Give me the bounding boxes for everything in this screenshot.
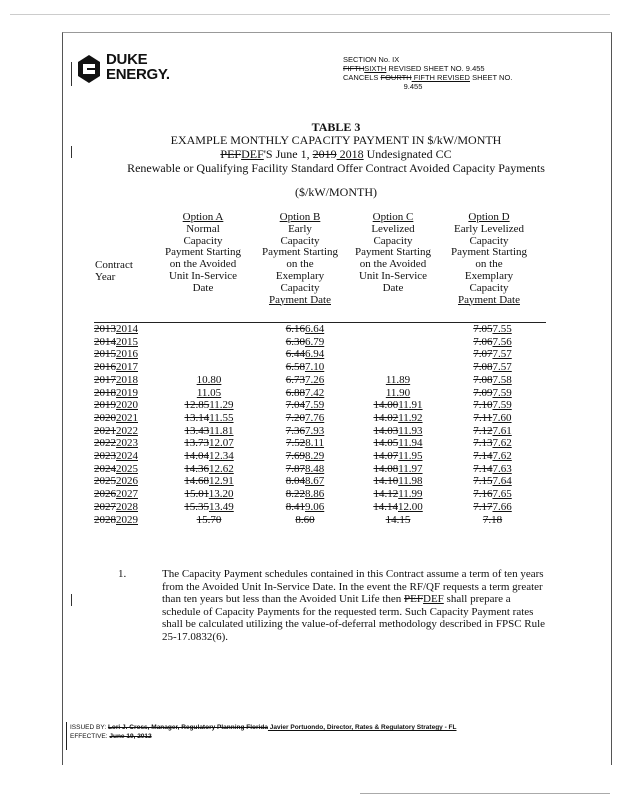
deleted-value: 8.60 <box>295 513 315 526</box>
footnote-text: The Capacity Payment schedules contained in this Contract assume a term of ten years from the Avoided Unit In-Service Date. In the event the RF/QF requests a term greater than ten years but less than the Avoided Unit Life then PEFDEF shall prepare a schedule of Capacity Payments for the requested term. Such Capacity Payment rates shall be calculated utilizing the value-of-deferral methodology described in FPSC Rule 25-17.0832(6). <box>162 568 546 643</box>
inserted-value: 2024 <box>116 450 138 463</box>
table-cell-option-c <box>351 463 445 476</box>
inserted-value: 11.55 <box>209 411 234 424</box>
table-row <box>94 336 540 349</box>
deleted-value: 2026 <box>94 488 116 501</box>
change-bar-note <box>71 594 72 606</box>
inserted-value: 8.11 <box>305 437 325 450</box>
inserted-value: 2018 <box>116 373 138 386</box>
inserted-value: 11.93 <box>398 424 423 437</box>
deleted-value: 2015 <box>94 348 116 361</box>
table-cell-option-d <box>445 374 540 387</box>
deleted-value: 7.07 <box>473 348 493 361</box>
table-number: TABLE 3 <box>311 120 361 134</box>
inserted-value: 2014 <box>116 323 138 335</box>
deleted-value: 15.35 <box>184 500 209 513</box>
inserted-value: 7.60 <box>492 411 512 424</box>
table-cell-year <box>94 361 159 374</box>
table-cell-option-a <box>159 399 259 412</box>
table-cell-option-b <box>259 425 351 438</box>
table-subheading: PEFDEF'S June 1, 2019 2018 Undesignated CC <box>220 147 452 161</box>
table-cell-option-b <box>259 463 351 476</box>
table-cell-year <box>94 387 159 400</box>
table-cell-option-b <box>259 475 351 488</box>
deleted-value: 7.87 <box>285 462 305 475</box>
deleted-value: 6.58 <box>285 361 305 374</box>
inserted-value: 2026 <box>116 475 138 488</box>
inserted-value: 7.93 <box>305 424 325 437</box>
deleted-value: 6.44 <box>285 348 305 361</box>
change-bar-logo <box>71 62 72 86</box>
table-cell-option-d <box>445 488 540 501</box>
deleted-value: 2020 <box>94 411 116 424</box>
deleted-value: 2013 <box>94 323 116 335</box>
table-cell-option-a <box>159 463 259 476</box>
table-cell-option-a <box>159 450 259 463</box>
inserted-value: 2029 <box>116 513 138 526</box>
deleted-value: 7.13 <box>473 437 493 450</box>
deleted-value: 12.85 <box>184 399 210 412</box>
inserted-value: 11.89 <box>385 373 411 386</box>
column-header-option-c: Option C Levelized Capacity Payment Starting on the Avoided Unit In-Service Date <box>354 211 432 294</box>
table-cell-year <box>94 336 159 349</box>
deleted-value: 7.20 <box>285 411 305 424</box>
table-cell-option-c <box>351 425 445 438</box>
inserted-value: 6.79 <box>305 335 325 348</box>
deleted-value: 6.73 <box>285 373 305 386</box>
inserted-value: 13.20 <box>208 488 234 501</box>
inserted-value: 2016 <box>116 348 138 361</box>
table-cell-option-d <box>445 514 540 527</box>
inserted-value: 6.64 <box>305 323 325 335</box>
table-cell-option-a <box>159 387 259 400</box>
table-cell-option-b <box>259 348 351 361</box>
table-cell-option-b <box>259 412 351 425</box>
table-cell-option-d <box>445 336 540 349</box>
table-cell-option-a <box>159 336 259 349</box>
inserted-text: 2018 <box>336 147 364 161</box>
sheet-number: 9.455 <box>403 82 423 91</box>
deleted-value: 7.05 <box>473 323 493 335</box>
deleted-value: 6.88 <box>285 386 305 399</box>
inserted-value: 6.94 <box>305 348 325 361</box>
deleted-value: 2018 <box>94 386 116 399</box>
deleted-value: 13.73 <box>184 437 209 450</box>
table-cell-option-b <box>259 501 351 514</box>
deleted-value: 7.04 <box>285 399 305 412</box>
table-row <box>94 425 540 438</box>
table-cell-option-a <box>159 374 259 387</box>
table-cell-option-a <box>159 412 259 425</box>
change-bar-footer <box>66 722 67 750</box>
inserted-value: 11.98 <box>398 475 423 488</box>
deleted-value: 2014 <box>94 335 116 348</box>
table-row <box>94 514 540 527</box>
issued-footer <box>70 724 550 741</box>
table-row <box>94 475 540 488</box>
table-cell-option-b <box>259 399 351 412</box>
deleted-value: 7.08 <box>473 373 493 386</box>
deleted-value: 7.17 <box>473 500 493 513</box>
deleted-value: 7.09 <box>473 386 493 399</box>
duke-energy-logo <box>76 52 196 88</box>
deleted-value: 14.68 <box>184 475 209 488</box>
units-label: ($/kW/MONTH) <box>295 185 377 199</box>
deleted-value: 7.10 <box>473 399 493 412</box>
deleted-value: 14.04 <box>184 450 209 463</box>
table-cell-option-d <box>445 501 540 514</box>
inserted-value: 12.07 <box>209 437 234 450</box>
table-cell-option-c <box>351 374 445 387</box>
deleted-text: FIFTH <box>343 64 365 73</box>
inserted-value: 2021 <box>116 411 138 424</box>
issued-by-line: ISSUED BY: Lori J. Cross, Manager, Regulatory Planning Florida Javier Portuondo, Director, Rates & Regulatory Strategy - FL <box>70 724 457 731</box>
inserted-value: 7.58 <box>492 373 512 386</box>
deleted-value: 14.03 <box>373 424 399 437</box>
scan-line-top <box>10 14 610 15</box>
table-cell-year <box>94 450 159 463</box>
deleted-value: 14.07 <box>373 450 399 463</box>
inserted-value: 11.97 <box>398 462 423 475</box>
deleted-value: 7.14 <box>473 450 493 463</box>
inserted-value: 2020 <box>116 399 138 412</box>
inserted-value: 7.55 <box>492 323 512 335</box>
table-cell-option-d <box>445 323 540 336</box>
table-cell-option-c <box>351 488 445 501</box>
column-header-option-b: Option B Early Capacity Payment Starting on the Exemplary Capacity Payment Date <box>261 211 339 306</box>
revised-sheet-line: FIFTHSIXTH REVISED SHEET NO. 9.455 <box>343 64 485 73</box>
deleted-value: 2027 <box>94 500 116 513</box>
deleted-value: 7.14 <box>473 462 493 475</box>
inserted-value: 7.76 <box>305 411 325 424</box>
deleted-value: 2019 <box>94 399 116 412</box>
table-row <box>94 437 540 450</box>
inserted-text: Javier Portuondo, Director, Rates & Regulatory Strategy - FL <box>267 724 457 731</box>
table-row <box>94 374 540 387</box>
table-cell-year <box>94 463 159 476</box>
table-row <box>94 323 540 336</box>
deleted-value: 2024 <box>94 462 116 475</box>
deleted-value: 6.16 <box>285 323 305 335</box>
table-cell-option-c <box>351 450 445 463</box>
logo-line-2: ENERGY. <box>106 66 170 83</box>
deleted-text: FOURTH <box>380 73 412 82</box>
logo-text <box>106 52 170 82</box>
inserted-value: 8.67 <box>305 475 325 488</box>
deleted-value: 7.52 <box>285 437 306 450</box>
inserted-value: 7.61 <box>492 424 512 437</box>
table-cell-option-c <box>351 399 445 412</box>
deleted-value: 7.18 <box>482 513 503 526</box>
table-cell-option-b <box>259 450 351 463</box>
inserted-value: 7.26 <box>305 373 325 386</box>
deleted-value: 7.12 <box>473 424 493 437</box>
table-row <box>94 412 540 425</box>
deleted-value: 15.01 <box>184 488 209 501</box>
table-cell-option-b <box>259 323 351 336</box>
footnote-number: 1. <box>118 568 127 580</box>
inserted-value: 2019 <box>116 386 138 399</box>
column-header-year: Contract Year <box>95 259 133 283</box>
table-cell-year <box>94 425 159 438</box>
table-cell-option-d <box>445 348 540 361</box>
deleted-text: Lori J. Cross, Manager, Regulatory Planning Florida <box>107 724 268 731</box>
table-cell-year <box>94 437 159 450</box>
deleted-value: 7.06 <box>473 335 493 348</box>
table-cell-option-b <box>259 336 351 349</box>
table-cell-option-b <box>259 437 351 450</box>
deleted-value: 2021 <box>94 424 116 437</box>
table-row <box>94 361 540 374</box>
deleted-text: PEF <box>220 147 242 161</box>
inserted-value: 2022 <box>116 424 138 437</box>
deleted-value: 8.04 <box>285 475 305 488</box>
table-cell-option-b <box>259 514 351 527</box>
table-cell-option-a <box>159 501 259 514</box>
inserted-value: 11.99 <box>398 488 423 501</box>
inserted-value: 7.64 <box>492 475 512 488</box>
table-row <box>94 488 540 501</box>
deleted-value: 8.22 <box>285 488 305 501</box>
section-no: SECTION No. IX <box>343 55 400 64</box>
table-cell-option-c <box>351 412 445 425</box>
inserted-value: 7.63 <box>492 462 512 475</box>
inserted-value: 11.92 <box>398 411 423 424</box>
table-cell-option-c <box>351 437 445 450</box>
inserted-value: 8.48 <box>305 462 325 475</box>
table-cell-option-c <box>351 514 445 527</box>
inserted-value: 7.56 <box>492 335 512 348</box>
table-cell-option-c <box>351 323 445 336</box>
table-cell-option-c <box>351 348 445 361</box>
inserted-value: 7.57 <box>492 348 512 361</box>
table-description: Renewable or Qualifying Facility Standard Offer Contract Avoided Capacity Payments <box>127 161 545 175</box>
table-row <box>94 387 540 400</box>
table-cell-option-c <box>351 361 445 374</box>
deleted-value: 7.69 <box>285 450 305 463</box>
deleted-value: 14.12 <box>373 488 399 501</box>
deleted-text: June 19, 2012 <box>109 732 152 740</box>
table-row <box>94 399 540 412</box>
deleted-value: 6.30 <box>285 335 305 348</box>
deleted-value: 7.11 <box>473 411 493 424</box>
deleted-value: 15.70 <box>196 513 222 526</box>
inserted-value: 2028 <box>116 500 138 513</box>
table-cell-option-d <box>445 437 540 450</box>
inserted-value: 12.91 <box>209 475 234 488</box>
inserted-value: 12.00 <box>398 500 423 513</box>
table-row <box>94 450 540 463</box>
inserted-value: 7.59 <box>305 399 325 412</box>
inserted-value: 7.59 <box>492 386 512 399</box>
table-cell-option-a <box>159 514 259 527</box>
inserted-value: 2023 <box>116 437 138 450</box>
cancels-line: CANCELS FOURTH FIFTH REVISED SHEET NO. <box>343 73 513 82</box>
inserted-value: 11.90 <box>385 386 411 399</box>
inserted-text: FIFTH REVISED <box>411 73 470 82</box>
deleted-value: 8.41 <box>285 500 305 513</box>
deleted-value: 2028 <box>94 513 116 526</box>
table-cell-option-d <box>445 412 540 425</box>
deleted-value: 14.00 <box>373 399 399 412</box>
table-cell-option-c <box>351 475 445 488</box>
table-cell-option-d <box>445 361 540 374</box>
deleted-text: 2019 <box>312 147 337 161</box>
table-cell-option-a <box>159 348 259 361</box>
table-row <box>94 463 540 476</box>
deleted-value: 13.43 <box>184 424 210 437</box>
table-cell-year <box>94 514 159 527</box>
inserted-value: 11.94 <box>398 437 423 450</box>
table-cell-option-d <box>445 463 540 476</box>
table-cell-option-c <box>351 501 445 514</box>
inserted-value: 7.62 <box>492 450 512 463</box>
table-body <box>94 323 540 526</box>
deleted-value: 14.10 <box>373 475 399 488</box>
table-cell-year <box>94 323 159 336</box>
inserted-value: 8.29 <box>305 450 325 463</box>
inserted-value: 11.05 <box>196 386 222 399</box>
inserted-text: DEF <box>241 147 264 161</box>
column-header-option-a: Option A Normal Capacity Payment Starting on the Avoided Unit In-Service Date <box>164 211 242 294</box>
table-cell-option-c <box>351 336 445 349</box>
inserted-value: 12.62 <box>209 462 234 475</box>
table-cell-option-a <box>159 361 259 374</box>
inserted-value: 7.10 <box>305 361 325 374</box>
deleted-value: 2023 <box>94 450 116 463</box>
inserted-value: 12.34 <box>209 450 234 463</box>
table-cell-year <box>94 348 159 361</box>
table-cell-option-d <box>445 425 540 438</box>
table-cell-year <box>94 475 159 488</box>
footnote-1 <box>118 568 548 644</box>
duke-energy-mark-icon <box>76 54 102 84</box>
table-cell-option-d <box>445 475 540 488</box>
inserted-value: 7.57 <box>492 361 512 374</box>
table-heading: EXAMPLE MONTHLY CAPACITY PAYMENT IN $/kW/MONTH <box>170 133 502 147</box>
deleted-text: PEF <box>404 593 424 606</box>
inserted-value: 7.65 <box>492 488 512 501</box>
column-header-option-d: Option D Early Levelized Capacity Payment Starting on the Exemplary Capacity Payment Date <box>450 211 528 306</box>
deleted-value: 2022 <box>94 437 116 450</box>
inserted-value: 11.29 <box>209 399 234 412</box>
deleted-value: 14.36 <box>184 462 209 475</box>
inserted-value: 8.86 <box>305 488 325 501</box>
deleted-value: 2025 <box>94 475 116 488</box>
inserted-value: 7.59 <box>492 399 512 412</box>
table-cell-option-a <box>159 437 259 450</box>
inserted-value: 7.66 <box>492 500 512 513</box>
deleted-value: 7.36 <box>285 424 305 437</box>
deleted-value: 14.02 <box>373 411 399 424</box>
deleted-value: 14.05 <box>373 437 399 450</box>
inserted-text: DEF <box>423 593 444 606</box>
deleted-value: 7.15 <box>473 475 493 488</box>
table-cell-option-c <box>351 387 445 400</box>
deleted-value: 2016 <box>94 361 116 374</box>
table-row <box>94 348 540 361</box>
table-cell-option-b <box>259 387 351 400</box>
table-cell-option-d <box>445 450 540 463</box>
deleted-value: 14.08 <box>373 462 399 475</box>
inserted-value: 2015 <box>116 335 138 348</box>
table-cell-option-d <box>445 387 540 400</box>
inserted-value: 13.49 <box>209 500 234 513</box>
table-cell-option-a <box>159 475 259 488</box>
inserted-value: 7.42 <box>305 386 325 399</box>
logo-line-1: DUKE <box>106 51 148 68</box>
inserted-text: SIXTH <box>364 64 387 73</box>
inserted-value: 7.62 <box>492 437 512 450</box>
deleted-value: 13.14 <box>184 411 210 424</box>
deleted-value: 14.15 <box>385 513 411 526</box>
table-cell-option-a <box>159 425 259 438</box>
inserted-value: 2017 <box>116 361 138 374</box>
inserted-value: 11.81 <box>209 424 234 437</box>
effective-line: EFFECTIVE: June 19, 2012 <box>70 732 152 740</box>
deleted-value: 14.14 <box>373 500 398 513</box>
inserted-value: 11.91 <box>398 399 423 412</box>
table-cell-option-b <box>259 361 351 374</box>
scan-line-bottom <box>360 793 610 794</box>
table-cell-year <box>94 488 159 501</box>
table-cell-year <box>94 501 159 514</box>
inserted-value: 2027 <box>116 488 138 501</box>
deleted-value: 7.08 <box>473 361 493 374</box>
inserted-value: 11.95 <box>398 450 423 463</box>
table-cell-option-b <box>259 374 351 387</box>
table-row <box>94 501 540 514</box>
table-cell-year <box>94 412 159 425</box>
table-cell-option-a <box>159 323 259 336</box>
sheet-info <box>343 55 543 91</box>
capacity-payment-table <box>94 323 540 526</box>
deleted-value: 7.16 <box>473 488 493 501</box>
table-cell-option-b <box>259 488 351 501</box>
table-cell-year <box>94 374 159 387</box>
table-cell-option-a <box>159 488 259 501</box>
table-cell-option-d <box>445 399 540 412</box>
table-cell-year <box>94 399 159 412</box>
inserted-value: 10.80 <box>196 373 222 386</box>
inserted-value: 9.06 <box>305 500 325 513</box>
deleted-value: 2017 <box>94 373 116 386</box>
inserted-value: 2025 <box>116 462 138 475</box>
